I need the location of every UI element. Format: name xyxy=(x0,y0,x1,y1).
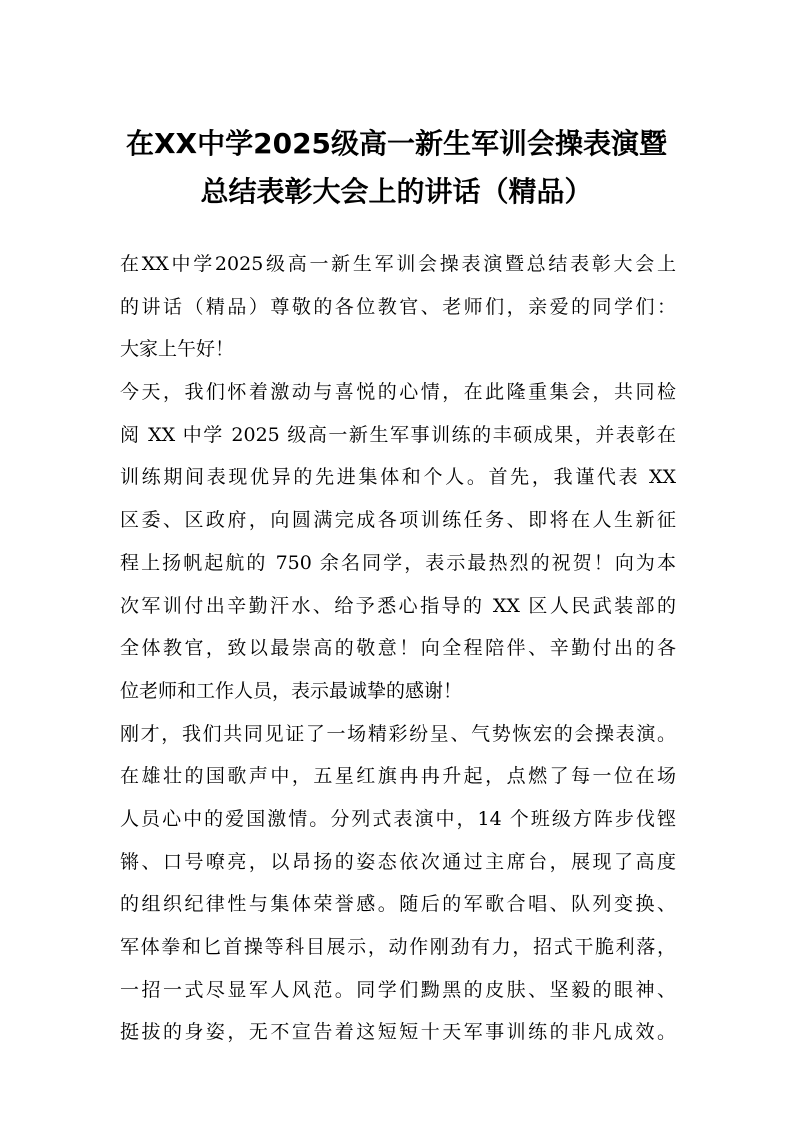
body-line: 大家上午好！ xyxy=(120,338,235,361)
document-title-line-1 xyxy=(0,124,793,164)
body-line: 锵、口号嘹亮，以昂扬的姿态依次通过主席台，展现了高度 xyxy=(120,850,676,873)
document-title-line-2 xyxy=(0,172,793,212)
body-line: 的讲话（精品）尊敬的各位教官、老师们，亲爱的同学们： xyxy=(120,295,676,318)
body-line: 人员心中的爱国激情。分列式表演中，14 个班级方阵步伐铿 xyxy=(120,807,676,830)
body-line: 一招一式尽显军人风范。同学们黝黑的皮肤、坚毅的眼神、 xyxy=(120,978,676,1001)
body-line: 的组织纪律性与集体荣誉感。随后的军歌合唱、队列变换、 xyxy=(120,893,676,916)
body-line: 挺拔的身姿，无不宣告着这短短十天军事训练的非凡成效。 xyxy=(120,1021,676,1044)
title-text: 在XX中学2025级高一新生军训会操表演暨 xyxy=(125,127,668,160)
body-line: 军体拳和匕首操等科目展示，动作刚劲有力，招式干脆利落， xyxy=(120,936,676,958)
body-line: 刚才，我们共同见证了一场精彩纷呈、气势恢宏的会操表演。 xyxy=(120,722,676,745)
body-line: 阅 XX 中学 2025 级高一新生军事训练的丰硕成果，并表彰在 xyxy=(120,423,676,446)
body-line: 训练期间表现优异的先进集体和个人。首先，我谨代表 XX xyxy=(120,466,676,489)
body-line: 次军训付出辛勤汗水、给予悉心指导的 XX 区人民武装部的 xyxy=(120,594,676,617)
body-line: 在雄壮的国歌声中，五星红旗冉冉升起，点燃了每一位在场 xyxy=(120,765,676,788)
title-text: 总结表彰大会上的讲话（精品） xyxy=(200,175,593,208)
body-line: 程上扬帆起航的 750 余名同学，表示最热烈的祝贺！向为本 xyxy=(120,551,676,574)
body-line: 区委、区政府，向圆满完成各项训练任务、即将在人生新征 xyxy=(120,509,676,532)
body-line: 在XX中学2025级高一新生军训会操表演暨总结表彰大会上 xyxy=(120,253,676,275)
body-line: 全体教官，致以最崇高的敬意！向全程陪伴、辛勤付出的各 xyxy=(120,637,676,660)
body-line: 位老师和工作人员，表示最诚挚的感谢！ xyxy=(120,679,463,702)
document-body xyxy=(120,243,676,1054)
body-line: 今天，我们怀着激动与喜悦的心情，在此隆重集会，共同检 xyxy=(120,381,676,404)
